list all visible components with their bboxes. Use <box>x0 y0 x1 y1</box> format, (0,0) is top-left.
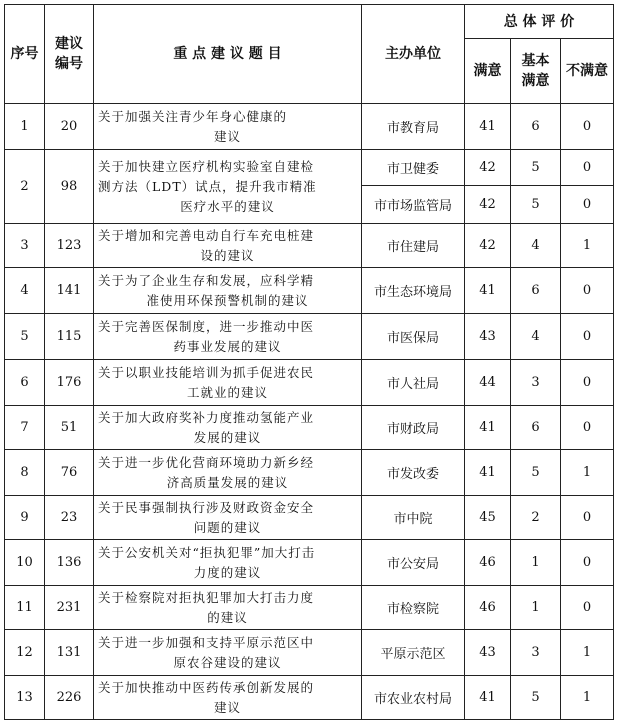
cell-unsatisfied: 0 <box>561 496 614 540</box>
cell-unit: 市发改委 <box>362 450 465 496</box>
topic-line: 医疗水平的建议 <box>180 198 275 214</box>
cell-basic: 6 <box>511 104 561 150</box>
cell-topic <box>94 104 362 150</box>
topic-line: 关于检察院对拒执犯罪加大打击力度 <box>98 589 315 605</box>
header-satisfied: 满意 <box>465 39 511 104</box>
cell-seq: 10 <box>5 540 45 586</box>
cell-satisfied: 43 <box>465 314 511 360</box>
cell-topic <box>94 360 362 406</box>
cell-topic <box>94 676 362 720</box>
cell-unit: 市生态环境局 <box>362 268 465 314</box>
cell-seq: 4 <box>5 268 45 314</box>
cell-topic <box>94 540 362 586</box>
topic-line: 关于加强关注青少年身心健康的 <box>98 108 288 124</box>
topic-line: 关于进一步优化营商环境助力新乡经 <box>98 454 315 470</box>
cell-basic: 2 <box>511 496 561 540</box>
cell-seq: 13 <box>5 676 45 720</box>
cell-seq: 12 <box>5 630 45 676</box>
cell-satisfied: 41 <box>465 104 511 150</box>
cell-basic: 1 <box>511 540 561 586</box>
cell-topic <box>94 268 362 314</box>
cell-seq: 3 <box>5 224 45 268</box>
evaluation-table <box>4 4 614 720</box>
cell-unsatisfied: 0 <box>561 150 614 186</box>
cell-topic <box>94 630 362 676</box>
cell-seq: 6 <box>5 360 45 406</box>
table-row <box>5 630 614 676</box>
cell-topic <box>94 314 362 360</box>
cell-unsatisfied: 0 <box>561 268 614 314</box>
table-row <box>5 676 614 720</box>
cell-satisfied: 42 <box>465 224 511 268</box>
cell-unsatisfied: 0 <box>561 586 614 630</box>
cell-basic: 3 <box>511 630 561 676</box>
cell-unsatisfied: 0 <box>561 186 614 224</box>
topic-line: 测方法（LDT）试点，提升我市精准 <box>98 178 317 194</box>
header-unsatisfied: 不满意 <box>561 39 614 104</box>
topic-line: 力度的建议 <box>193 564 262 580</box>
cell-satisfied: 41 <box>465 676 511 720</box>
cell-basic: 6 <box>511 406 561 450</box>
cell-unsatisfied: 0 <box>561 540 614 586</box>
cell-unit: 市住建局 <box>362 224 465 268</box>
cell-basic: 5 <box>511 150 561 186</box>
table-row <box>5 450 614 496</box>
cell-code: 131 <box>45 630 94 676</box>
cell-satisfied: 42 <box>465 150 511 186</box>
topic-line: 关于以职业技能培训为抓手促进农民 <box>98 364 315 380</box>
cell-unsatisfied: 0 <box>561 104 614 150</box>
header-topic: 重 点 建 议 题 目 <box>94 5 362 104</box>
topic-line: 问题的建议 <box>193 519 262 535</box>
header-eval: 总 体 评 价 <box>465 5 614 39</box>
cell-satisfied: 41 <box>465 450 511 496</box>
topic-line: 关于增加和完善电动自行车充电桩建 <box>98 227 315 243</box>
cell-code: 136 <box>45 540 94 586</box>
cell-unit: 市卫健委 <box>362 150 465 186</box>
topic-line: 工就业的建议 <box>186 384 268 400</box>
cell-unit: 市中院 <box>362 496 465 540</box>
table-row <box>5 150 614 186</box>
cell-seq: 2 <box>5 150 45 224</box>
cell-unit: 市医保局 <box>362 314 465 360</box>
cell-code: 23 <box>45 496 94 540</box>
cell-seq: 8 <box>5 450 45 496</box>
table-row <box>5 224 614 268</box>
header-basic <box>511 39 561 104</box>
cell-unsatisfied: 0 <box>561 360 614 406</box>
header-basic-line2: 满意 <box>521 73 550 89</box>
cell-topic <box>94 406 362 450</box>
cell-unit: 市市场监管局 <box>362 186 465 224</box>
cell-satisfied: 45 <box>465 496 511 540</box>
cell-code: 123 <box>45 224 94 268</box>
cell-seq: 7 <box>5 406 45 450</box>
topic-line: 关于加快推动中医药传承创新发展的 <box>98 679 315 695</box>
cell-satisfied: 43 <box>465 630 511 676</box>
cell-satisfied: 41 <box>465 268 511 314</box>
topic-line: 建议 <box>213 699 241 715</box>
table-row <box>5 406 614 450</box>
table-row <box>5 586 614 630</box>
cell-basic: 4 <box>511 224 561 268</box>
topic-line: 设的建议 <box>200 247 255 263</box>
cell-unsatisfied: 1 <box>561 630 614 676</box>
cell-seq: 11 <box>5 586 45 630</box>
cell-code: 176 <box>45 360 94 406</box>
table-row <box>5 268 614 314</box>
cell-satisfied: 44 <box>465 360 511 406</box>
topic-line: 关于完善医保制度，进一步推动中医 <box>98 318 315 334</box>
cell-code: 226 <box>45 676 94 720</box>
cell-topic <box>94 150 362 224</box>
cell-basic: 5 <box>511 186 561 224</box>
cell-seq: 1 <box>5 104 45 150</box>
topic-line: 药事业发展的建议 <box>173 338 282 354</box>
cell-satisfied: 42 <box>465 186 511 224</box>
cell-seq: 9 <box>5 496 45 540</box>
topic-line: 济高质量发展的建议 <box>166 474 289 490</box>
topic-line: 的建议 <box>207 609 248 625</box>
cell-unit: 市教育局 <box>362 104 465 150</box>
cell-code: 98 <box>45 150 94 224</box>
table-row <box>5 360 614 406</box>
cell-code: 115 <box>45 314 94 360</box>
cell-unsatisfied: 0 <box>561 314 614 360</box>
cell-topic <box>94 586 362 630</box>
header-code-line2: 编号 <box>55 56 83 72</box>
table-header <box>5 5 614 104</box>
topic-line: 关于加大政府奖补力度推动氢能产业 <box>98 409 315 425</box>
cell-basic: 5 <box>511 676 561 720</box>
topic-line: 关于民事强制执行涉及财政资金安全 <box>98 499 315 515</box>
cell-basic: 3 <box>511 360 561 406</box>
cell-unit: 市检察院 <box>362 586 465 630</box>
topic-line: 原农谷建设的建议 <box>173 654 282 670</box>
table-row <box>5 496 614 540</box>
cell-code: 76 <box>45 450 94 496</box>
cell-unit: 市公安局 <box>362 540 465 586</box>
cell-unsatisfied: 1 <box>561 450 614 496</box>
topic-line: 发展的建议 <box>193 429 262 445</box>
cell-basic: 1 <box>511 586 561 630</box>
header-code <box>45 5 94 104</box>
cell-unit: 市农业农村局 <box>362 676 465 720</box>
topic-line: 关于进一步加强和支持平原示范区中 <box>98 634 315 650</box>
header-basic-line1: 基本 <box>521 53 550 69</box>
topic-line: 关于公安机关对“拒执犯罪”加大打击 <box>98 544 316 560</box>
cell-basic: 5 <box>511 450 561 496</box>
cell-satisfied: 41 <box>465 406 511 450</box>
cell-topic <box>94 224 362 268</box>
cell-code: 141 <box>45 268 94 314</box>
cell-basic: 6 <box>511 268 561 314</box>
header-unit: 主办单位 <box>362 5 465 104</box>
topic-line: 准使用环保预警机制的建议 <box>146 292 309 308</box>
cell-code: 51 <box>45 406 94 450</box>
cell-unsatisfied: 0 <box>561 406 614 450</box>
cell-basic: 4 <box>511 314 561 360</box>
topic-line: 建议 <box>213 128 241 144</box>
cell-unit: 市财政局 <box>362 406 465 450</box>
table-row <box>5 104 614 150</box>
cell-unit: 平原示范区 <box>362 630 465 676</box>
table-body <box>5 104 614 720</box>
header-seq: 序号 <box>5 5 45 104</box>
header-code-line1: 建议 <box>55 36 83 52</box>
table-row <box>5 540 614 586</box>
cell-unit: 市人社局 <box>362 360 465 406</box>
cell-code: 231 <box>45 586 94 630</box>
topic-line: 关于加快建立医疗机构实验室自建检 <box>98 158 315 174</box>
topic-line: 关于为了企业生存和发展，应科学精 <box>98 272 315 288</box>
cell-unsatisfied: 1 <box>561 224 614 268</box>
cell-seq: 5 <box>5 314 45 360</box>
cell-code: 20 <box>45 104 94 150</box>
cell-unsatisfied: 1 <box>561 676 614 720</box>
cell-topic <box>94 450 362 496</box>
cell-topic <box>94 496 362 540</box>
table-row <box>5 314 614 360</box>
cell-satisfied: 46 <box>465 540 511 586</box>
cell-satisfied: 46 <box>465 586 511 630</box>
